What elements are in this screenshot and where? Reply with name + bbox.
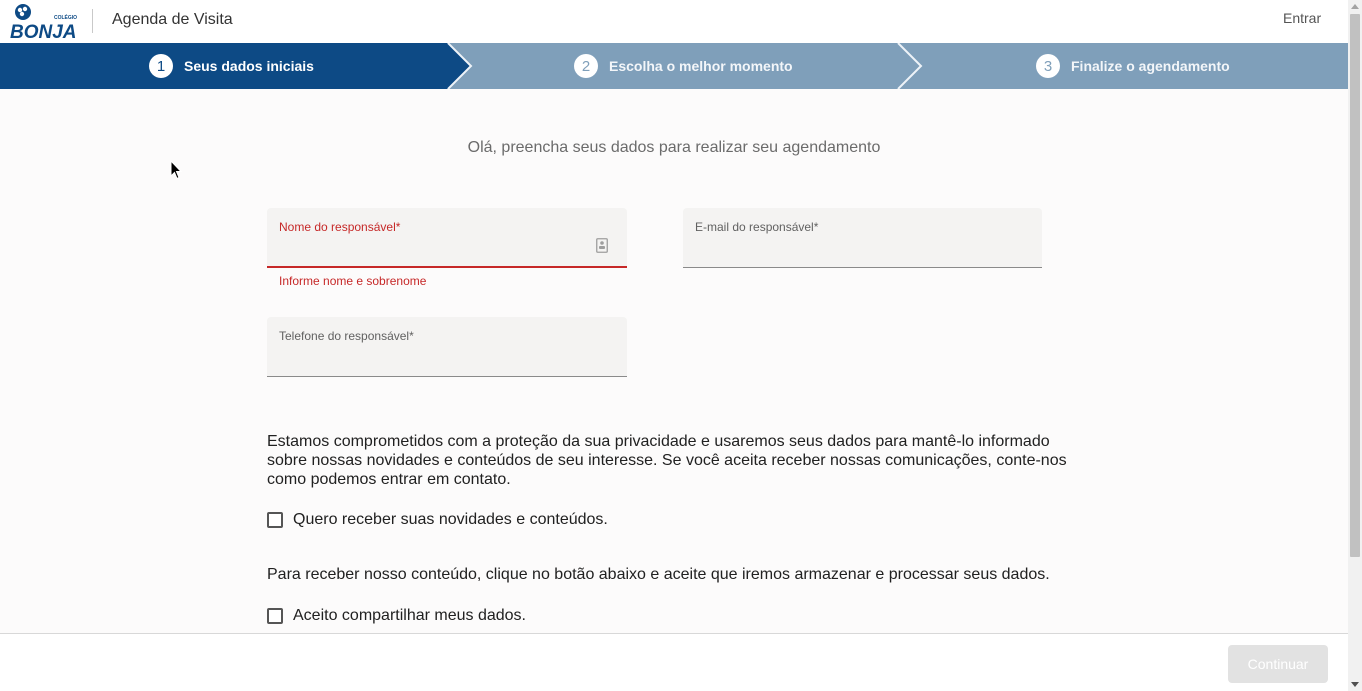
logo-small-text: COLÉGIO [54, 15, 78, 21]
step-2[interactable] [574, 43, 793, 89]
mouse-cursor-icon [170, 160, 182, 180]
step-3-label: Finalize o agendamento [1071, 58, 1230, 74]
page-scrollbar[interactable] [1348, 0, 1362, 691]
phone-field-label: Telefone do responsável* [279, 329, 414, 343]
share-data-checkbox[interactable] [267, 608, 283, 624]
login-link[interactable]: Entrar [1283, 10, 1322, 26]
email-field-label: E-mail do responsável* [695, 220, 819, 234]
progress-stepper [0, 43, 1348, 89]
name-input[interactable] [279, 240, 591, 260]
step-3[interactable] [1036, 43, 1230, 89]
continue-button[interactable]: Continuar [1228, 645, 1328, 683]
action-footer [0, 633, 1348, 691]
step-2-number: 2 [574, 54, 598, 78]
scroll-up-arrow-icon[interactable] [1351, 4, 1359, 9]
step-1[interactable] [149, 43, 314, 89]
phone-field[interactable] [267, 317, 627, 377]
newsletter-checkbox-label[interactable]: Quero receber suas novidades e conteúdos. [293, 511, 608, 528]
name-field-label: Nome do responsável* [279, 220, 401, 234]
email-input[interactable] [695, 241, 1006, 261]
contact-card-icon[interactable] [596, 238, 608, 253]
app-title: Agenda de Visita [112, 11, 233, 28]
newsletter-checkbox-row[interactable] [267, 511, 608, 529]
name-error-message: Informe nome e sobrenome [279, 274, 427, 288]
consent-notice: Para receber nosso conteúdo, clique no botão abaixo e aceite que iremos armazenar e processar seus dados. [267, 566, 1050, 583]
bonja-logo[interactable] [9, 2, 81, 40]
email-field[interactable] [683, 208, 1042, 268]
logo-mark-icon [9, 2, 81, 40]
logo-main-text: BONJA [10, 22, 77, 40]
share-data-checkbox-label[interactable]: Aceito compartilhar meus dados. [293, 607, 526, 624]
scroll-down-arrow-icon[interactable] [1351, 682, 1359, 687]
header-divider [92, 9, 93, 33]
newsletter-checkbox[interactable] [267, 512, 283, 528]
step-3-number: 3 [1036, 54, 1060, 78]
name-field[interactable] [267, 208, 627, 268]
app-header [0, 0, 1348, 43]
greeting-text: Olá, preencha seus dados para realizar seu agendamento [467, 139, 881, 156]
step-1-label: Seus dados iniciais [184, 58, 314, 74]
share-data-checkbox-row[interactable] [267, 607, 526, 625]
scrollbar-thumb[interactable] [1350, 14, 1360, 557]
phone-input[interactable] [279, 350, 591, 370]
step-2-label: Escolha o melhor momento [609, 58, 793, 74]
privacy-notice: Estamos comprometidos com a proteção da sua privacidade e usaremos seus dados para mantê-lo informado sobre nossas novidades e conteúdos de seu interesse. Se você aceita receber nossas comunicações, conte-nos como podemos entrar em contato. [267, 433, 1067, 488]
step-1-number: 1 [149, 54, 173, 78]
